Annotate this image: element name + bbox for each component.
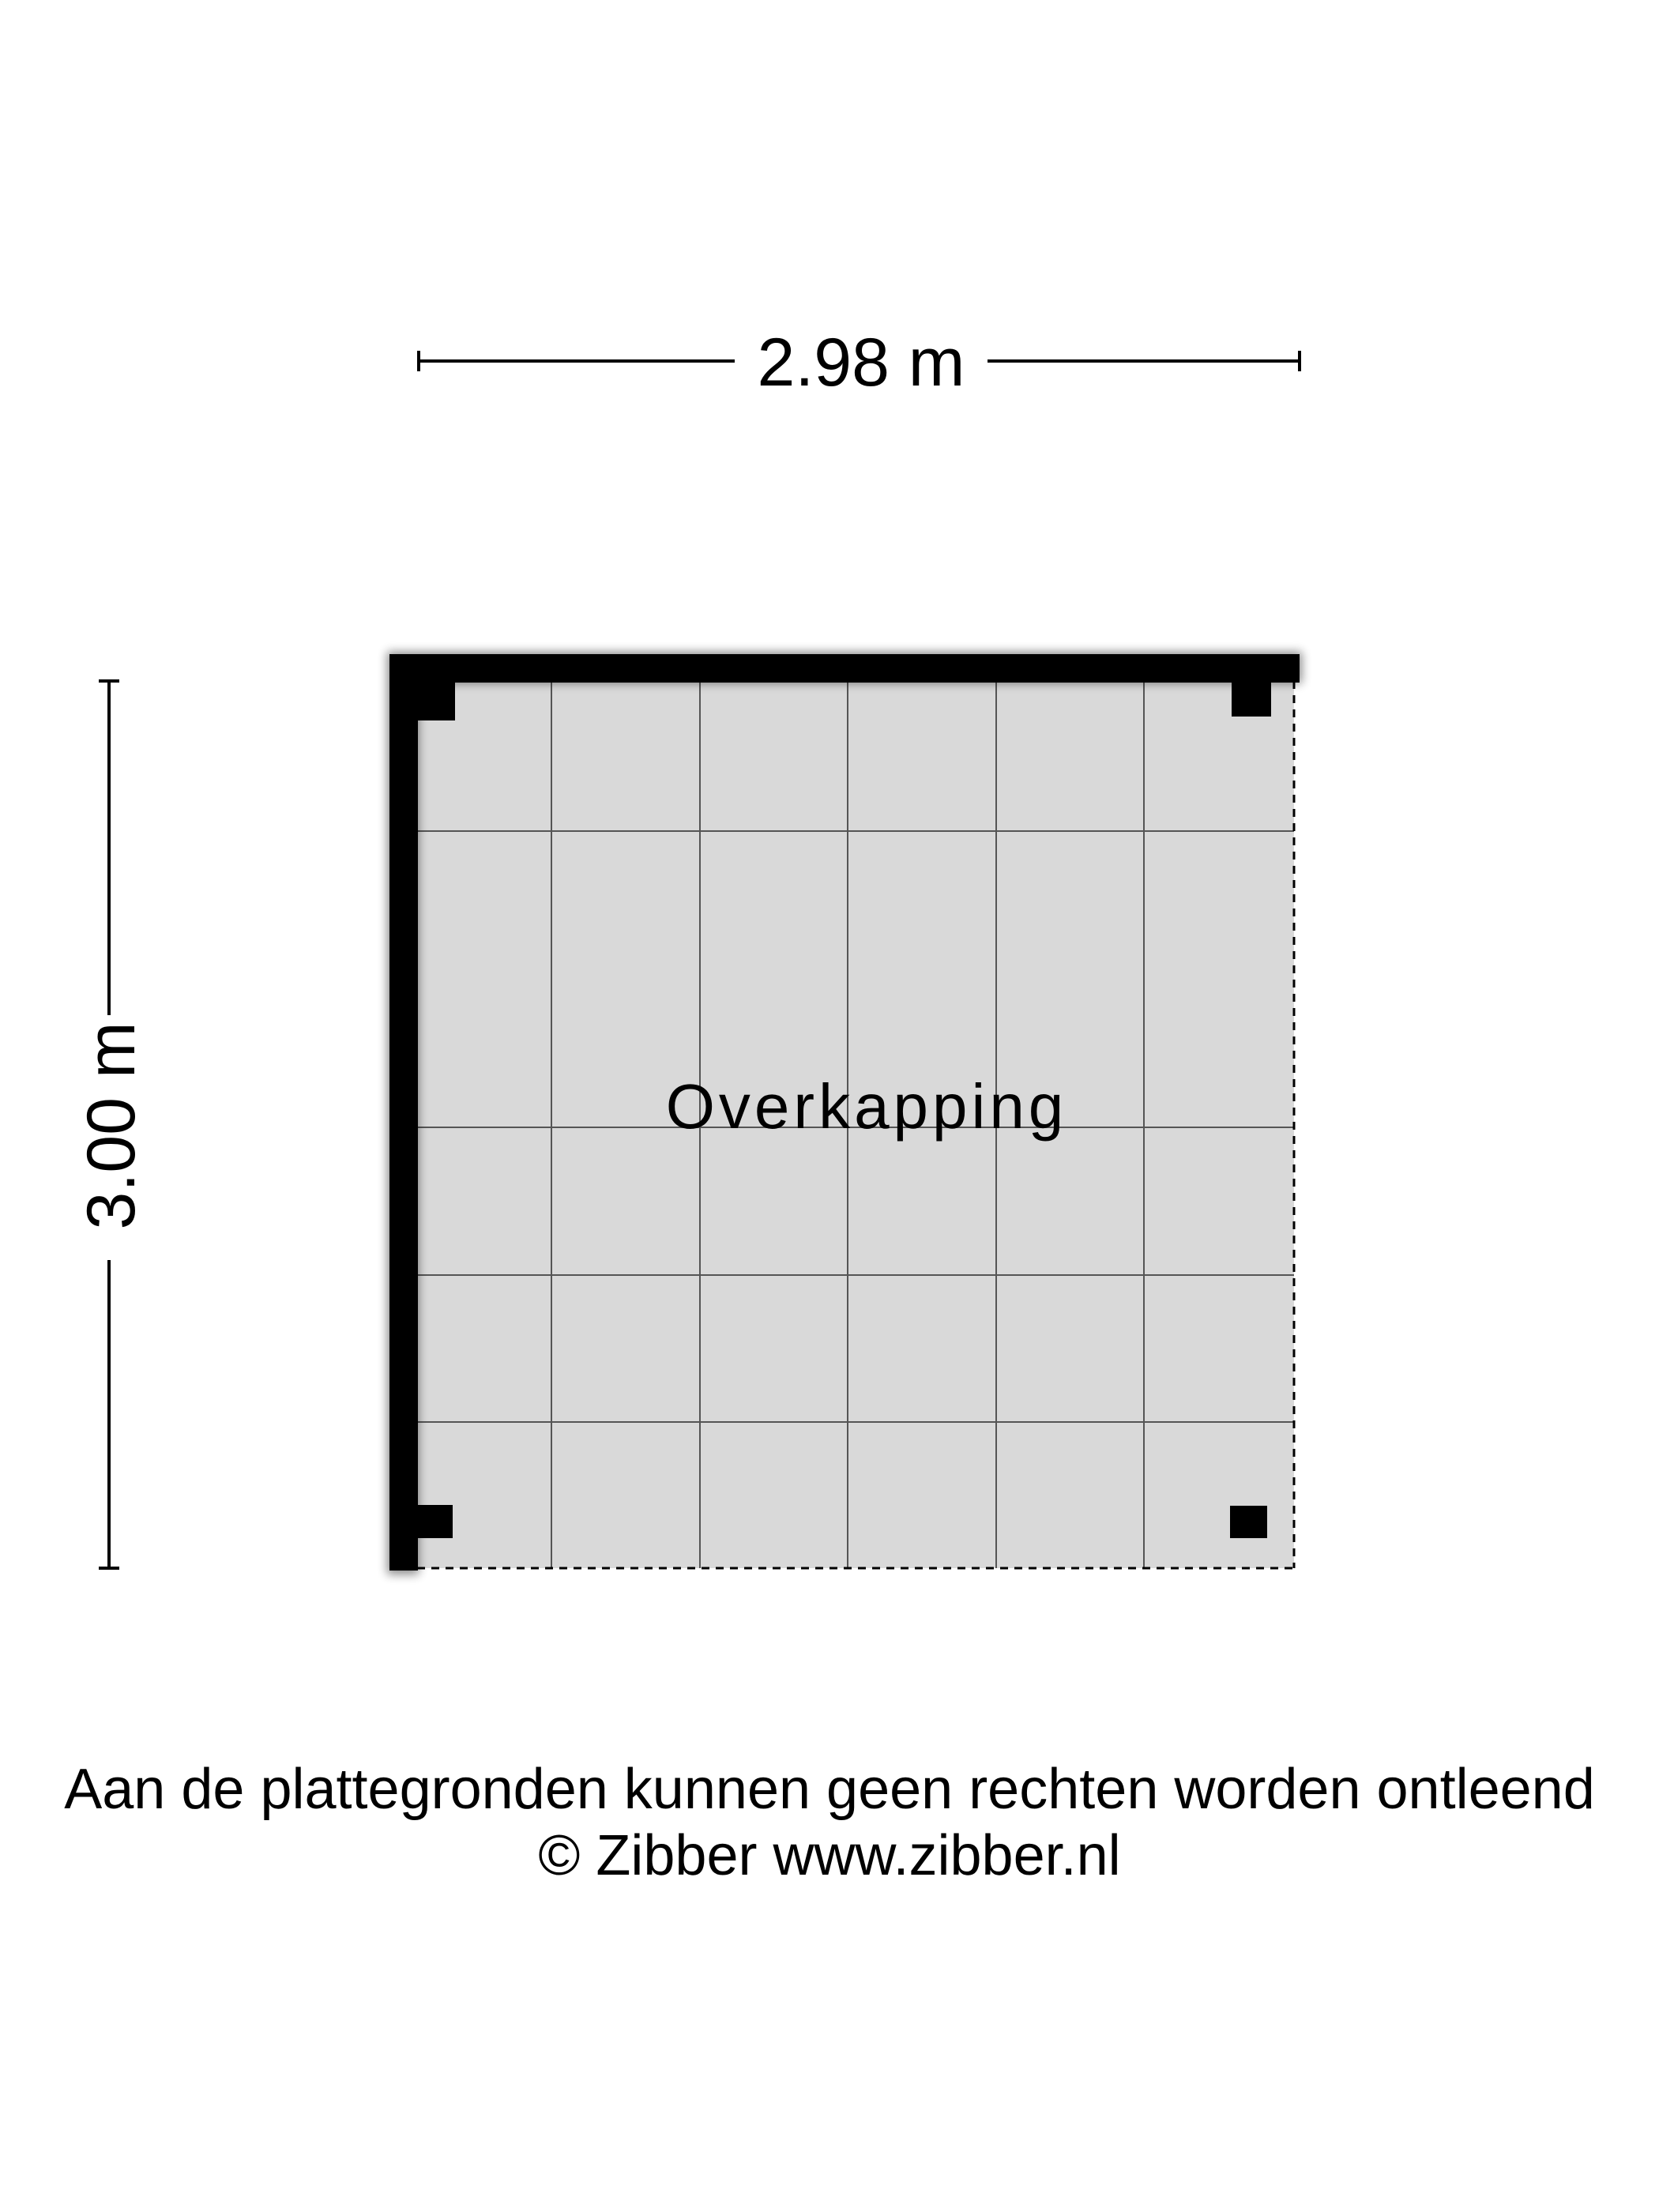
post-bottom-left — [415, 1505, 453, 1538]
width-label: 2.98 m — [757, 325, 965, 401]
width-dimension — [419, 325, 1300, 401]
post-top-right — [1232, 681, 1271, 717]
disclaimer-text: Aan de plattegronden kunnen geen rechten worden ontleend — [64, 1758, 1595, 1821]
height-dimension — [73, 681, 149, 1568]
height-label: 3.00 m — [73, 1021, 149, 1230]
post-bottom-right — [1230, 1506, 1267, 1538]
wall-top — [389, 654, 1300, 683]
room-label: Overkapping — [665, 1071, 1068, 1142]
copyright-text: © Zibber www.zibber.nl — [538, 1824, 1121, 1887]
wall-left — [389, 654, 418, 1571]
post-top-left — [415, 681, 455, 720]
